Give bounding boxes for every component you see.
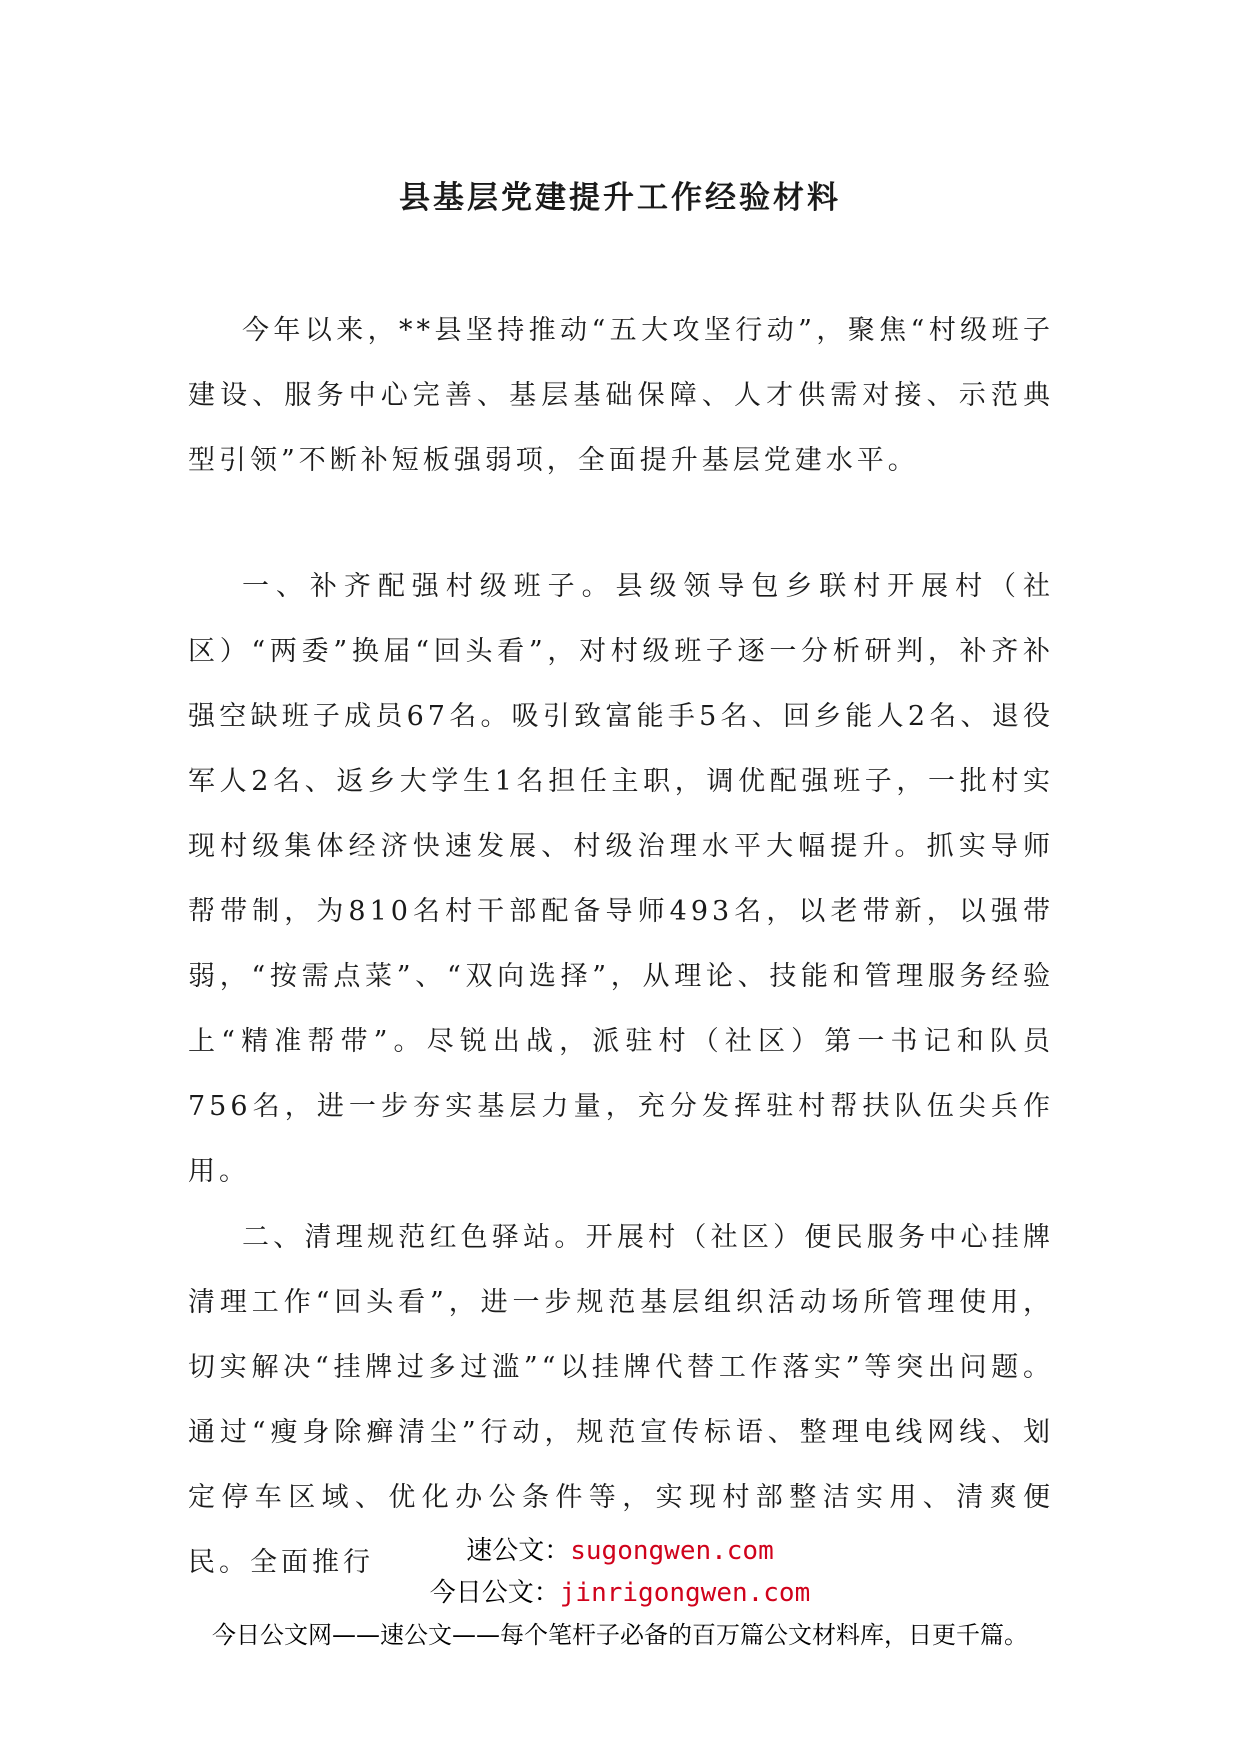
footer-sugongwen-line <box>0 1533 1240 1569</box>
page-title: 县基层党建提升工作经验材料 <box>399 180 841 216</box>
footer-slogan: 今日公文网——速公文——每个笔杆子必备的百万篇公文材料库，日更千篇。 <box>212 1621 1028 1649</box>
footer-jinrigongwen-line <box>0 1575 1240 1611</box>
section-one-paragraph: 一、补齐配强村级班子。县级领导包乡联村开展村（社区）“两委”换届“回头看”，对村级班子逐一分析研判，补齐补强空缺班子成员67名。吸引致富能手5名、回乡能人2名、退役军人2名、返乡大学生1名担任主职，调优配强班子，一批村实现村级集体经济快速发展、村级治理水平大幅提升。抓实导师帮带制，为810名村干部配备导师493名，以老带新，以强带弱，“按需点菜”、“双向选择”，从理论、技能和管理服务经验上“精准帮带”。尽锐出战，派驻村（社区）第一书记和队员756名，进一步夯实基层力量，充分发挥驻村帮扶队伍尖兵作用。 <box>188 571 1054 1187</box>
footer-sugongwen-label: 速公文： <box>466 1536 571 1566</box>
footer-jinrigongwen-link[interactable]: jinrigongwen.com <box>559 1578 811 1608</box>
intro-paragraph: 今年以来，**县坚持推动“五大攻坚行动”，聚焦“村级班子建设、服务中心完善、基层基础保障、人才供需对接、示范典型引领”不断补短板强弱项，全面提升基层党建水平。 <box>188 315 1054 476</box>
footer-jinrigongwen-label: 今日公文： <box>429 1578 560 1608</box>
section-two-paragraph: 二、清理规范红色驿站。开展村（社区）便民服务中心挂牌清理工作“回头看”，进一步规范基层组织活动场所管理使用，切实解决“挂牌过多过滥”“以挂牌代替工作落实”等突出问题。通过“瘦身除癣清尘”行动，规范宣传标语、整理电线网线、划定停车区域、优化办公条件等，实现村部整洁实用、清爽便民。全面推行 <box>188 1222 1054 1578</box>
footer-sugongwen-link[interactable]: sugongwen.com <box>570 1536 774 1566</box>
